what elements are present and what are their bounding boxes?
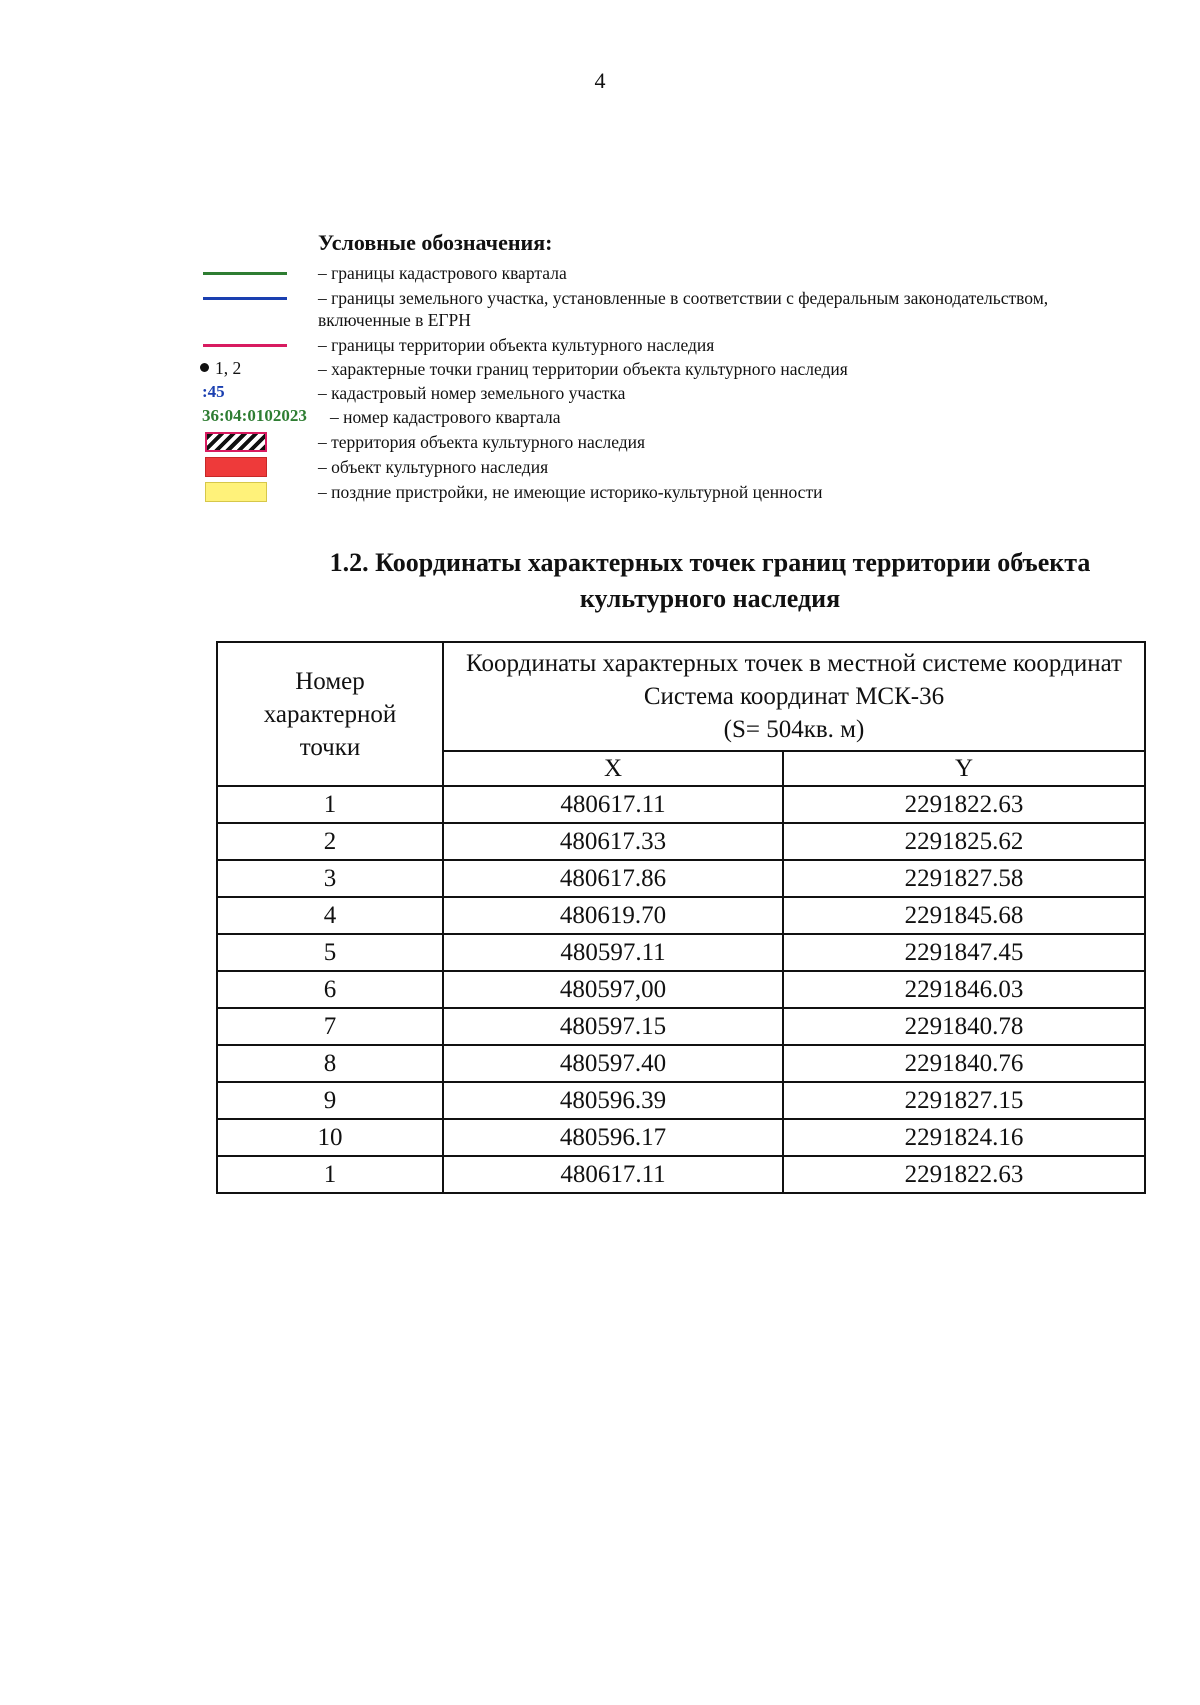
point-number-cell: 7 [217,1008,443,1045]
header-point-number: Номер характерной точки [217,642,443,786]
legend-item-parcel-boundary [200,287,1100,330]
point-marker [200,358,241,379]
point-number-cell: 10 [217,1119,443,1156]
point-number-cell: 1 [217,786,443,823]
x-cell: 480619.70 [443,897,783,934]
legend-text: – поздние пристройки, не имеющие историко-культурной ценности [318,482,823,502]
y-cell: 2291822.63 [783,786,1145,823]
legend-title: Условные обозначения: [318,230,553,255]
y-cell: 2291840.78 [783,1008,1145,1045]
table-row [217,860,1145,897]
legend-item-late-additions [200,481,1100,505]
y-cell: 2291845.68 [783,897,1145,934]
legend-item-points [200,358,1100,382]
y-cell: 2291846.03 [783,971,1145,1008]
legend-item-heritage-territory [200,431,1100,455]
x-cell: 480596.17 [443,1119,783,1156]
y-cell: 2291825.62 [783,823,1145,860]
x-cell: 480597.40 [443,1045,783,1082]
hatch-icon [205,432,267,452]
legend-text: – объект культурного наследия [318,457,549,477]
legend-text: – границы территории объекта культурного наследия [318,335,715,355]
point-number-cell: 5 [217,934,443,971]
table-row [217,1045,1145,1082]
red-fill-icon [205,457,267,477]
x-cell: 480617.33 [443,823,783,860]
x-cell: 480617.11 [443,786,783,823]
table-row [217,1156,1145,1193]
parcel-number-sample: :45 [202,382,225,401]
point-number-cell: 1 [217,1156,443,1193]
legend-text: – границы земельного участка, установленные в соответствии с федеральным законодательством, включенные в ЕГРН [318,288,1049,330]
y-cell: 2291824.16 [783,1119,1145,1156]
x-cell: 480597.15 [443,1008,783,1045]
point-number-cell: 9 [217,1082,443,1119]
green-line-icon [203,272,287,275]
legend-text: – границы кадастрового квартала [318,263,567,283]
table-row [217,897,1145,934]
header-x: X [443,751,783,786]
table-row [217,1008,1145,1045]
table-row [217,971,1145,1008]
blue-line-icon [203,297,287,300]
legend-item-parcel-number [200,382,1100,406]
legend-item-quarter-number [200,406,1100,430]
header-coords-line1: Координаты характерных точек в местной системе координат [466,650,1122,677]
legend-text: – номер кадастрового квартала [330,407,561,427]
yellow-fill-icon [205,482,267,502]
legend-item-heritage-object [200,456,1100,480]
table-row [217,823,1145,860]
y-cell: 2291827.58 [783,860,1145,897]
x-cell: 480596.39 [443,1082,783,1119]
crimson-line-icon [203,344,287,347]
quarter-number-sample: 36:04:0102023 [202,406,307,425]
table-row [217,786,1145,823]
x-cell: 480597.11 [443,934,783,971]
coordinates-table [216,641,1146,1194]
x-cell: 480597,00 [443,971,783,1008]
header-coordinates [443,642,1145,751]
table-row [217,1119,1145,1156]
legend-text: – кадастровый номер земельного участка [318,383,626,403]
y-cell: 2291822.63 [783,1156,1145,1193]
y-cell: 2291840.76 [783,1045,1145,1082]
page-number: 4 [594,68,606,93]
point-label: 1, 2 [215,358,242,378]
y-cell: 2291827.15 [783,1082,1145,1119]
legend-text: – характерные точки границ территории объекта культурного наследия [318,359,848,379]
point-number-cell: 8 [217,1045,443,1082]
table-row [217,934,1145,971]
point-number-cell: 3 [217,860,443,897]
point-number-cell: 4 [217,897,443,934]
legend-text: – территория объекта культурного наследия [318,432,646,452]
table-row [217,1082,1145,1119]
header-y: Y [783,751,1145,786]
y-cell: 2291847.45 [783,934,1145,971]
point-number-cell: 6 [217,971,443,1008]
point-number-cell: 2 [217,823,443,860]
dot-icon [200,363,209,372]
legend-item-quarter-boundary [200,262,1100,286]
x-cell: 480617.11 [443,1156,783,1193]
legend-item-heritage-boundary [200,334,1100,358]
x-cell: 480617.86 [443,860,783,897]
header-coords-line2: Система координат МСК-36 [643,683,945,710]
section-title: 1.2. Координаты характерных точек границ территории объекта культурного наследия [329,548,1091,613]
header-coords-line3: (S= 504кв. м) [723,716,865,743]
